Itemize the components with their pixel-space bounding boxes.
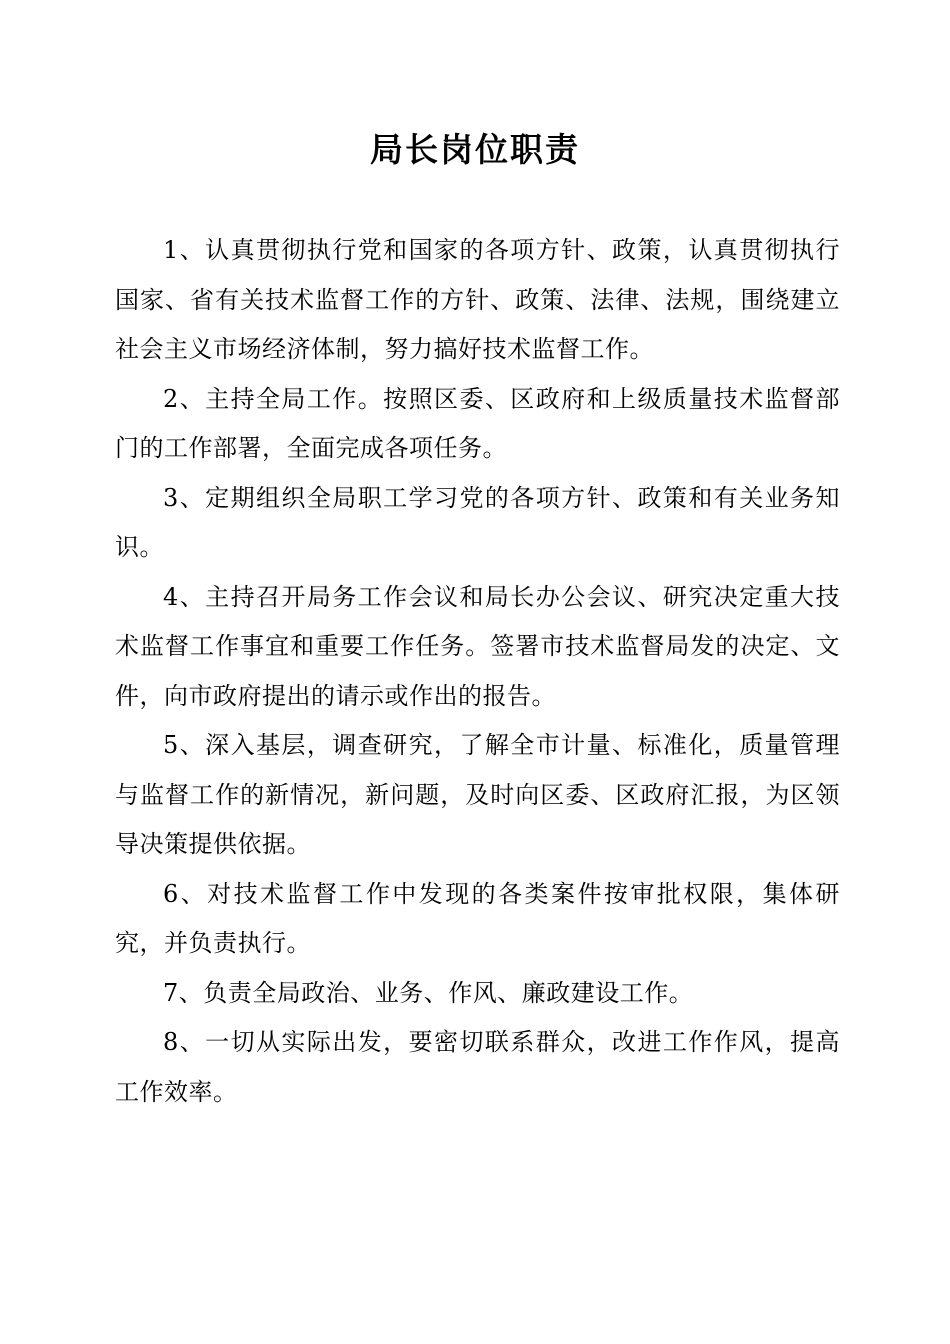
duty-paragraph-4: 4、主持召开局务工作会议和局长办公会议、研究决定重大技术监督工作事宜和重要工作任务。签署市技术监督局发的决定、文件，向市政府提出的请示或作出的报告。	[115, 582, 840, 710]
duty-paragraph-6: 6、对技术监督工作中发现的各类案件按审批权限，集体研究，并负责执行。	[115, 879, 840, 957]
document-body	[115, 226, 840, 1117]
duty-paragraph-5: 5、深入基层，调查研究，了解全市计量、标准化，质量管理与监督工作的新情况，新问题，及时向区委、区政府汇报，为区领导决策提供依据。	[115, 731, 840, 858]
duty-paragraph-1: 1、认真贯彻执行党和国家的各项方针、政策，认真贯彻执行国家、省有关技术监督工作的方针、政策、法律、法规，围绕建立社会主义市场经济体制，努力搞好技术监督工作。	[115, 236, 840, 363]
duty-paragraph-2: 2、主持全局工作。按照区委、区政府和上级质量技术监督部门的工作部署，全面完成各项任务。	[115, 384, 840, 462]
document-title: 局长岗位职责	[370, 130, 580, 169]
duty-paragraph-7: 7、负责全局政治、业务、作风、廉政建设工作。	[163, 978, 694, 1007]
duty-paragraph-8: 8、一切从实际出发，要密切联系群众，改进工作作风，提高工作效率。	[115, 1028, 840, 1106]
duty-paragraph-3: 3、定期组织全局职工学习党的各项方针、政策和有关业务知识。	[115, 483, 840, 561]
